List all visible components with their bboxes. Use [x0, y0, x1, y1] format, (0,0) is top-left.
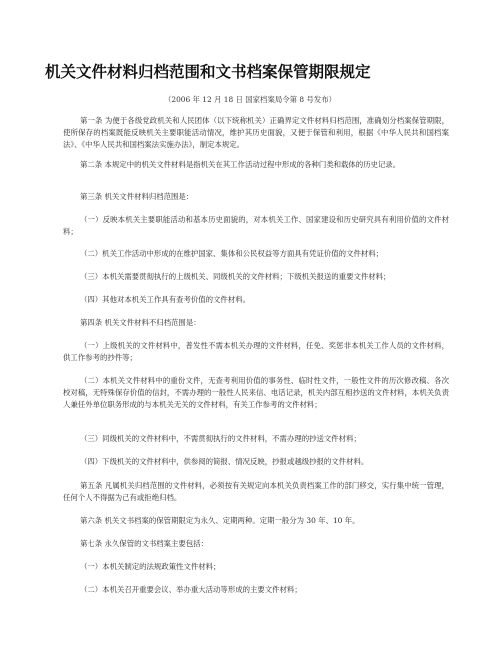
document-subtitle: （2006 年 12 月 18 日 国家档案局令第 8 号发布） [164, 95, 336, 104]
paragraph: 第七条 永久保管的文书档案主要包括： [80, 539, 208, 548]
paragraph: 第五条 凡属机关归档范围的文件材料，必须按有关规定向本机关负责档案工作的部门移交，实行集中统一管理，任何个人不得据为己有或拒绝归档。 [63, 481, 449, 502]
paragraph: 第二条 本规定中的机关文件材料是指机关在其工作活动过程中形成的各种门类和载体的历史记录。 [80, 160, 401, 169]
paragraph: （三）同级机关的文件材料中，不需贯彻执行的文件材料，不需办理的抄送文件材料； [80, 434, 361, 443]
paragraph: （四）下级机关的文件材料中，供参阅的简报、情况反映，抄报或越级抄报的文件材料。 [80, 457, 369, 466]
paragraph: 第一条 为便于各级党政机关和人民团体（以下统称机关）正确界定文件材料归档范围，准确划分档案保管期限，使所保存的档案既能反映机关主要职能活动情况，维护其历史面貌，又便于保管和利用，根据《中华人民共和国档案法》、《中华人民共和国档案法实施办法》，制定本规定。 [63, 116, 449, 149]
paragraph: （一）上级机关的文件材料中，普发性不需本机关办理的文件材料，任免、奖惩非本机关工作人员的文件材料，供工作参考的抄件等； [63, 341, 449, 362]
paragraph: （一）反映本机关主要职能活动和基本历史面貌的，对本机关工作、国家建设和历史研究具有利用价值的文件材料； [63, 215, 449, 236]
paragraph: （四）其他对本机关工作具有查考价值的文件材料。 [80, 295, 250, 304]
paragraph: （三）本机关需要贯彻执行的上级机关、同级机关的文件材料；下级机关报送的重要文件材料； [80, 272, 391, 281]
paragraph: 第三条 机关文件材料归档范围是： [80, 192, 194, 201]
paragraph: 第四条 机关文件材料不归档范围是： [80, 318, 201, 327]
paragraph: （二）机关工作活动中形成的在维护国家、集体和公民权益等方面具有凭证价值的文件材料； [80, 249, 384, 258]
paragraph: 第六条 机关文书档案的保管期限定为永久、定期两种。定期一般分为 30 年、10 年。 [80, 516, 360, 525]
paragraph: （二）本机关文件材料中的重份文件，无查考利用价值的事务性、临时性文件，一般性文件的历次修改稿、各次校对稿，无特殊保存价值的信封，不需办理的一般性人民来信、电话记录，机关内部互相抄送的文件材料，本机关负责人兼任外单位职务形成的与本机关无关的文件材料，有关工作参考的文件材料； [63, 376, 449, 409]
paragraph: （一）本机关制定的法规政策性文件材料； [80, 562, 221, 571]
paragraph: （二）本机关召开重要会议、举办重大活动等形成的主要文件材料； [80, 585, 302, 594]
page-title: 机关文件材料归档范围和文书档案保管期限规定 [45, 63, 371, 81]
